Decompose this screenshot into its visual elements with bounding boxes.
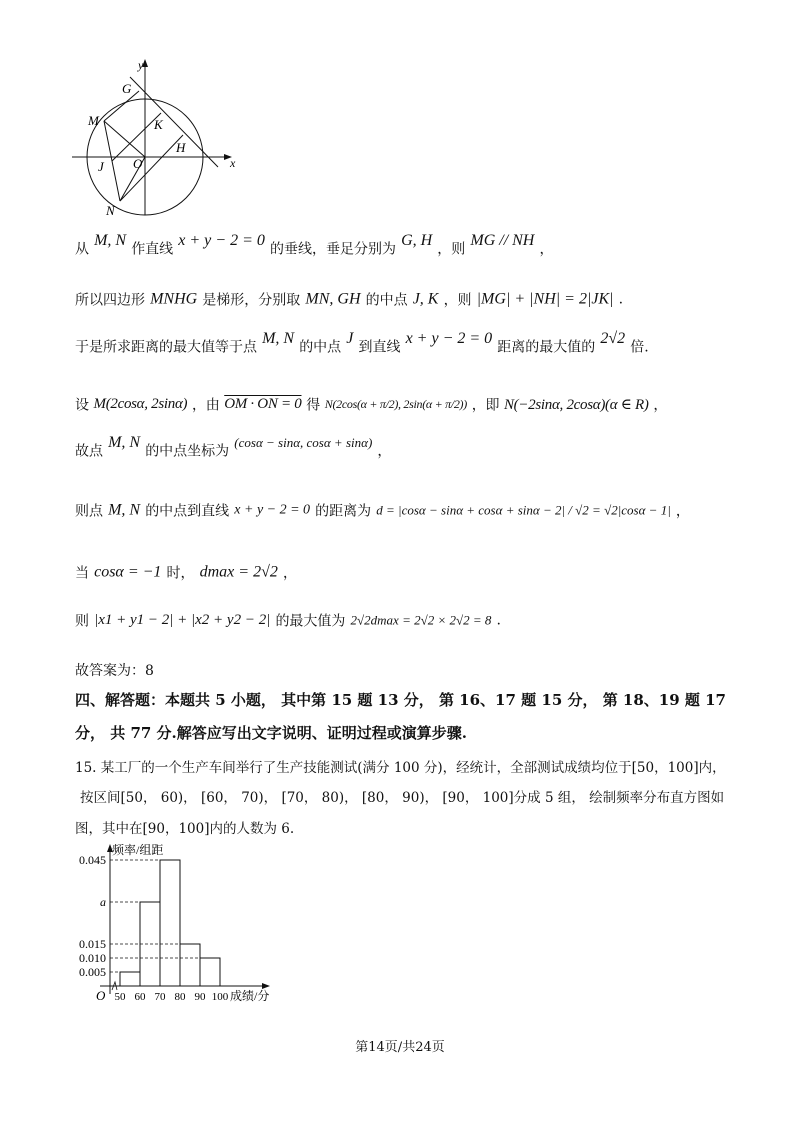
hist-origin-label: O (96, 988, 106, 1003)
problem-line-1: 15. 某工厂的一个生产车间举行了生产技能测试(满分 100 分)，经统计，全部测试成绩均位于[50，100]内， (75, 760, 726, 776)
label-n: N (106, 203, 115, 218)
math: M, N (108, 433, 141, 451)
hist-ytick-label-2: 0.015 (79, 937, 106, 951)
text: 倍. (630, 339, 649, 356)
solution-line-4 (75, 394, 735, 428)
hist-ytick-label-3: 0.010 (79, 951, 106, 965)
text: 得 (306, 397, 320, 414)
hist-xtick-label-1: 60 (134, 991, 146, 1003)
hist-ytick-label-0: 0.045 (79, 853, 106, 867)
text: 从 (75, 241, 89, 258)
answer-text: 故答案为：8 (75, 663, 154, 679)
text: 故点 (75, 443, 103, 460)
problem-line-2: 按区间[50， 60)， [60， 70)， [70， 80)， [80， 90)， [90， 100]分成 5 组， 绘制频率分布直方图如 (80, 790, 725, 806)
text: 的垂线，垂足分别为 (269, 241, 396, 258)
hist-xtick-label-2: 70 (154, 991, 166, 1003)
hist-bar-4 (200, 958, 220, 986)
text: . (496, 612, 501, 629)
math: x + y − 2 = 0 (405, 329, 493, 347)
solution-line-8 (75, 610, 735, 644)
hist-ylabel: 频率/组距 (112, 843, 164, 857)
math: J (346, 329, 354, 347)
circle-geometry-figure (60, 55, 245, 225)
problem-line-3: 图，其中在[90，100]内的人数为 6. (75, 821, 295, 837)
text: 设 (75, 397, 89, 414)
math: MG // NH (470, 231, 535, 249)
math: 2√2dmax = 2√2 × 2√2 = 8 (350, 612, 492, 628)
solution-line-7 (75, 562, 735, 596)
hist-xtick-label-4: 90 (194, 991, 206, 1003)
math: MNHG (150, 290, 198, 308)
math: M, N (108, 501, 141, 519)
text: 的距离为 (315, 503, 372, 520)
page-footer: 第14页/共24页 (355, 1040, 445, 1055)
math: MN, GH (305, 290, 361, 308)
text: 所以四边形 (75, 292, 145, 309)
hist-bar-2 (160, 860, 180, 986)
math: J, K (412, 290, 439, 308)
text: 到直线 (358, 339, 401, 356)
section-heading-line-1: 四、解答题：本题共 5 小题， 其中第 15 题 13 分， 第 16、17 题 15 分， 第 18、19 题 17 (75, 691, 726, 709)
text: 于是所求距离的最大值等于点 (75, 339, 257, 356)
text: ， (282, 565, 297, 582)
segment-nh (120, 135, 183, 201)
math: cosα = −1 (94, 563, 162, 581)
math: M, N (262, 329, 295, 347)
label-k: K (154, 117, 163, 132)
hist-bar-3 (180, 944, 200, 986)
label-g: G (122, 81, 132, 96)
label-x: x (230, 156, 236, 170)
hist-xtick-label-3: 80 (174, 991, 186, 1003)
label-j: J (98, 159, 104, 174)
label-o: O (133, 156, 143, 171)
text: 作直线 (131, 241, 174, 258)
text: ，则 (443, 292, 472, 309)
solution-line-3 (75, 329, 735, 370)
text: ， (675, 503, 690, 520)
text: 的中点坐标为 (145, 443, 230, 460)
text: . (618, 291, 624, 308)
math: |MG| + |NH| = 2|JK| (476, 290, 614, 308)
text: 时， (166, 565, 195, 582)
text: ，由 (192, 397, 220, 414)
text: 的中点 (365, 292, 408, 309)
text: ，即 (471, 397, 500, 414)
math: dmax = 2√2 (199, 563, 278, 581)
math: x + y − 2 = 0 (234, 502, 311, 518)
math: N(2cos(α + π/2), 2sin(α + π/2)) (324, 397, 467, 411)
label-m: M (88, 113, 99, 128)
solution-line-5 (75, 433, 735, 474)
math: G, H (401, 231, 433, 249)
hist-bar-0 (120, 972, 140, 986)
math: OM · ON = 0 (224, 396, 302, 412)
math: x + y − 2 = 0 (178, 231, 265, 249)
label-h: H (176, 140, 186, 155)
text: ， (653, 397, 668, 414)
solution-line-1 (75, 231, 735, 272)
text: 的中点 (299, 339, 342, 356)
hist-ytick-label-4: 0.005 (79, 965, 106, 979)
text: 距离的最大值的 (497, 339, 596, 356)
text: 的中点到直线 (145, 503, 230, 520)
text: 则 (75, 613, 89, 630)
text: 的最大值为 (275, 613, 346, 630)
text: ， (377, 443, 392, 460)
label-y: y (138, 58, 144, 72)
line-x-plus-y-minus-2 (130, 77, 218, 167)
math: M(2cosα, 2sinα) (93, 396, 188, 412)
math: 2√2 (600, 329, 626, 347)
hist-ytick-label-1: a (100, 895, 106, 909)
text: ， (539, 241, 554, 258)
math: N(−2sinα, 2cosα)(α ∈ R) (503, 397, 649, 413)
solution-line-2 (75, 289, 735, 323)
text: 当 (75, 565, 89, 582)
text: 则点 (75, 503, 103, 520)
math: |x1 + y1 − 2| + |x2 + y2 − 2| (94, 612, 271, 628)
hist-xlabel: 成绩/分 (230, 989, 270, 1003)
text: ，则 (437, 241, 466, 258)
frequency-histogram (70, 840, 300, 1010)
math: (cosα − sinα, cosα + sinα) (234, 434, 373, 450)
hist-xtick-label-0: 50 (114, 991, 126, 1003)
text: 是梯形，分别取 (202, 292, 301, 309)
section-heading-line-2: 分， 共 77 分.解答应写出文字说明、证明过程或演算步骤. (75, 724, 467, 742)
solution-line-6 (75, 500, 735, 544)
hist-xtick-label-5: 100 (211, 991, 229, 1003)
math: d = |cosα − sinα + cosα + sinα − 2| / √2 = √2|cosα − 1| (376, 502, 671, 518)
math: M, N (94, 231, 127, 249)
